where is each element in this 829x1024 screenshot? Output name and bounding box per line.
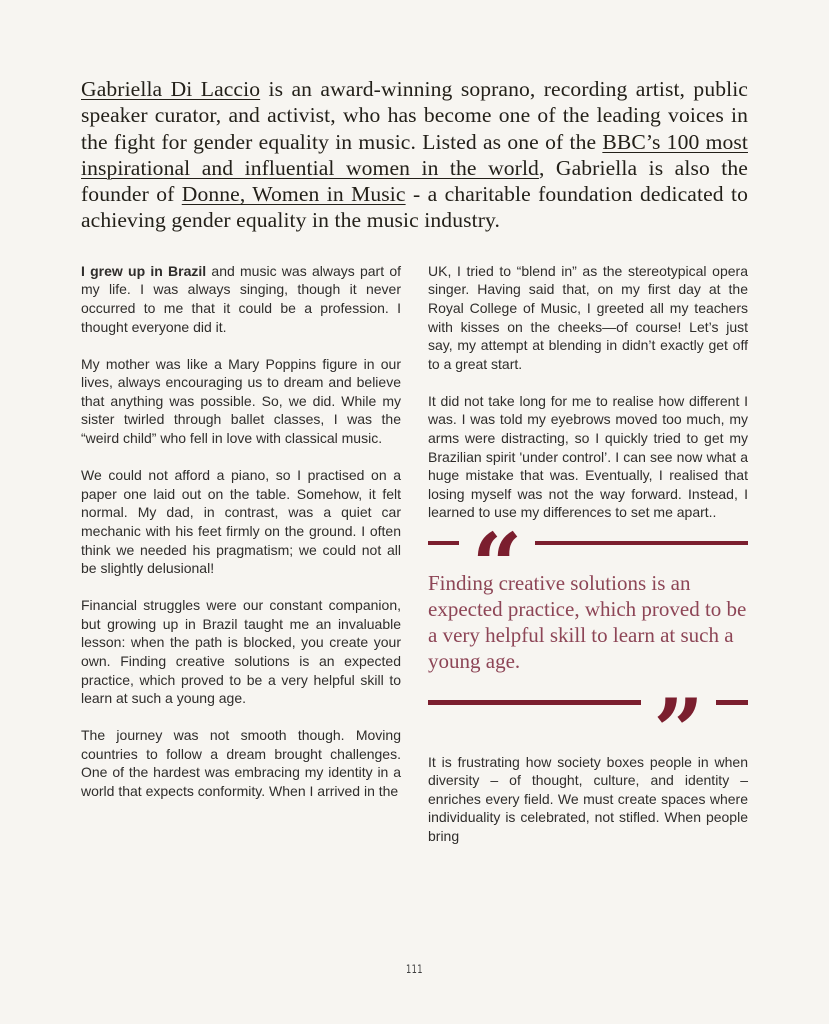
right-column-bottom [428, 753, 748, 846]
rule-dash [428, 541, 459, 546]
open-quote-icon: “ [471, 512, 523, 617]
close-quote-icon: ” [653, 679, 704, 783]
intro-link[interactable]: Gabriella Di Laccio [81, 77, 261, 101]
body-paragraph: It is frustrating how society boxes people in when diversity – of thought, culture, and identity – enriches every field. We must create spaces where individuality is celebrated, not stifled. When people bring [428, 753, 748, 844]
rule-line [535, 541, 748, 546]
intro-text: , Gabriella is also the founder of [81, 155, 748, 207]
rule-dash [716, 700, 748, 705]
body-paragraph: My mother was like a Mary Poppins figure in our lives, always encouraging us to dream and believe that anything was possible. So, we did. While my sister twirled through ballet classes, I was the “weird child” who fell in love with classical music. [81, 355, 401, 447]
body-paragraph: Financial struggles were our constant companion, but growing up in Brazil taught me an invaluable lesson: when the path is blocked, you create your own. Finding creative solutions is an expected practice, which proved to be a very helpful skill to learn at such a young age. [81, 597, 401, 707]
body-paragraph: The journey was not smooth though. Moving countries to follow a dream brought challenges. One of the hardest was embracing my identity in a world that expects conformity. When I arrived in the [81, 727, 401, 800]
pull-quote [428, 512, 748, 783]
intro-text: is an award-winning soprano, recording artist, public speaker curator, and activist, who has become one of the leading voices in the fight for gender equality in music. Listed as one of the [81, 77, 748, 154]
page-number: 111 [406, 962, 423, 976]
intro-link[interactable]: BBC’s 100 most inspirational and influential women in the world [81, 129, 748, 180]
intro-paragraph [81, 76, 748, 234]
pull-quote-bottom-rule [428, 679, 748, 783]
pull-quote-top-rule [428, 512, 748, 617]
right-column-top [428, 262, 748, 522]
body-paragraph: It did not take long for me to realise how different I was. I was told my eyebrows moved too much, my arms were distracting, so I quickly tried to get my Brazilian spirit 'under control’. I can see now what a huge mistake that was. Eventually, I realised that losing myself was not the way forward. Instead, I learned to use my differences to set me apart.. [428, 392, 748, 521]
paragraph-lead-in: I grew up in Brazil [81, 262, 207, 279]
paragraph-text: and music was always part of my life. I was always singing, though it never occurred to me that it could be a profession. I thought everyone did it. [81, 262, 402, 335]
body-paragraph: UK, I tried to “blend in” as the stereotypical opera singer. Having said that, on my first day at the Royal College of Music, I greeted all my teachers with kisses on the cheeks—of course! Let’s just say, my attempt at blending in didn’t exactly get off to a great start. [428, 262, 748, 372]
close-quote-slot [641, 679, 716, 783]
left-column [81, 262, 401, 819]
pull-quote-text: Finding creative solutions is an expected practice, which proved to be a very helpful skill to learn at such a young age. [428, 571, 747, 673]
right-column [428, 262, 748, 864]
intro-link[interactable]: Donne, Women in Music [181, 182, 406, 207]
body-paragraph: We could not afford a piano, so I practised on a paper one laid out on the table. Somehow, it felt normal. My dad, in contrast, was a quiet car mechanic with his feet firmly on the ground. I often think we needed his pragmatism; we could not all be slightly delusional! [81, 467, 401, 577]
rule-line [428, 700, 641, 705]
intro-text: - a charitable foundation dedicated to achieving gender equality in the music industry. [81, 182, 749, 233]
body-paragraph [81, 262, 401, 336]
two-column-body [81, 262, 748, 864]
open-quote-slot [459, 512, 535, 617]
